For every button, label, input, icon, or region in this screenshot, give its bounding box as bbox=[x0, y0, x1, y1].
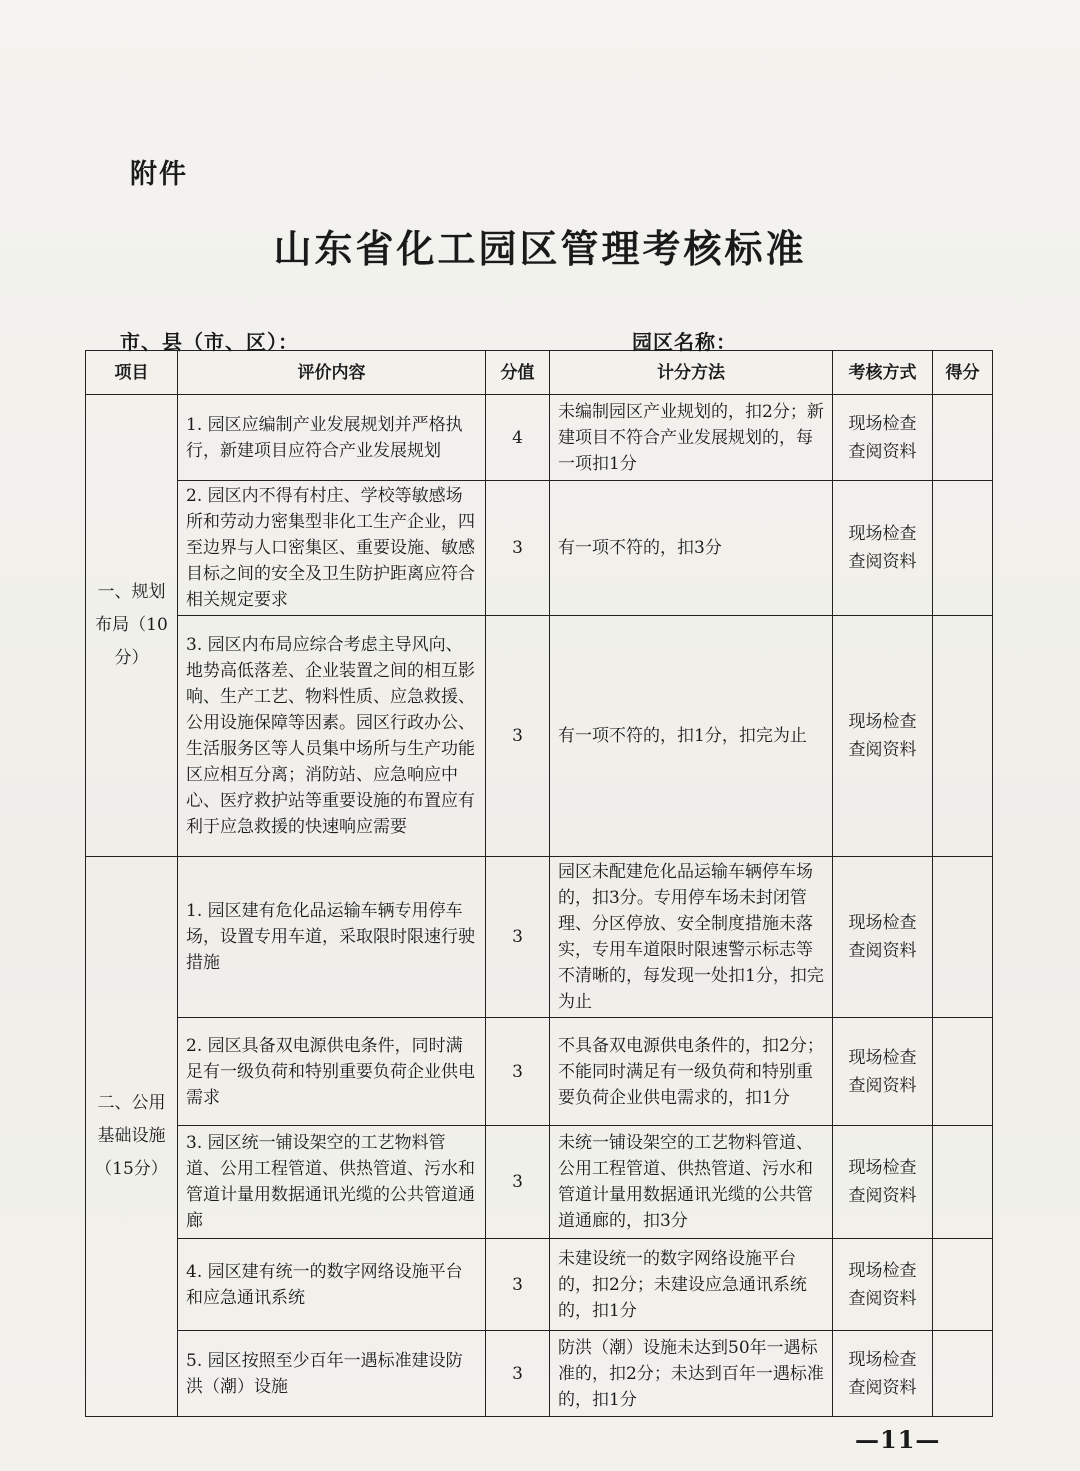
score-cell: 3 bbox=[486, 1331, 550, 1417]
table-row bbox=[86, 1331, 993, 1417]
content-cell: 3. 园区统一铺设架空的工艺物料管道、公用工程管道、供热管道、污水和管道计量用数据通讯光缆的公共管道通廊 bbox=[178, 1126, 486, 1239]
score-cell: 3 bbox=[486, 857, 550, 1018]
score-cell: 3 bbox=[486, 1239, 550, 1331]
content-cell: 2. 园区内不得有村庄、学校等敏感场所和劳动力密集型非化工生产企业，四至边界与人口密集区、重要设施、敏感目标之间的安全及卫生防护距离应符合相关规定要求 bbox=[178, 481, 486, 616]
method-cell: 现场检查查阅资料 bbox=[833, 481, 933, 616]
method-cell: 现场检查查阅资料 bbox=[833, 395, 933, 481]
result-cell bbox=[933, 481, 993, 616]
calc-cell: 未统一铺设架空的工艺物料管道、公用工程管道、供热管道、污水和管道计量用数据通讯光缆的公共管道通廊的，扣3分 bbox=[550, 1126, 833, 1239]
result-cell bbox=[933, 857, 993, 1018]
project-cell: 二、公用基础设施（15分） bbox=[86, 857, 178, 1417]
calc-cell: 未建设统一的数字网络设施平台的，扣2分；未建设应急通讯系统的，扣1分 bbox=[550, 1239, 833, 1331]
header-content: 评价内容 bbox=[178, 351, 486, 395]
page-number: —11— bbox=[855, 1425, 941, 1454]
header-result: 得分 bbox=[933, 351, 993, 395]
content-cell: 2. 园区具备双电源供电条件，同时满足有一级负荷和特别重要负荷企业供电需求 bbox=[178, 1018, 486, 1126]
score-cell: 3 bbox=[486, 481, 550, 616]
calc-cell: 园区未配建危化品运输车辆停车场的，扣3分。专用停车场未封闭管理、分区停放、安全制度措施未落实，专用车道限时限速警示标志等不清晰的，每发现一处扣1分，扣完为止 bbox=[550, 857, 833, 1018]
method-cell: 现场检查查阅资料 bbox=[833, 616, 933, 857]
table-header-row bbox=[86, 351, 993, 395]
calc-cell: 防洪（潮）设施未达到50年一遇标准的，扣2分；未达到百年一遇标准的，扣1分 bbox=[550, 1331, 833, 1417]
method-cell: 现场检查查阅资料 bbox=[833, 857, 933, 1018]
header-calc-method: 计分方法 bbox=[550, 351, 833, 395]
table-row bbox=[86, 616, 993, 857]
method-cell: 现场检查查阅资料 bbox=[833, 1239, 933, 1331]
table-row bbox=[86, 1126, 993, 1239]
city-county-label: 市、县（市、区）： bbox=[120, 330, 299, 354]
header-assessment-method: 考核方式 bbox=[833, 351, 933, 395]
score-cell: 3 bbox=[486, 1018, 550, 1126]
header-project: 项目 bbox=[86, 351, 178, 395]
park-name-label: 园区名称： bbox=[632, 330, 737, 354]
table-row bbox=[86, 481, 993, 616]
method-cell: 现场检查查阅资料 bbox=[833, 1018, 933, 1126]
table-row bbox=[86, 1018, 993, 1126]
content-cell: 1. 园区应编制产业发展规划并严格执行，新建项目应符合产业发展规划 bbox=[178, 395, 486, 481]
result-cell bbox=[933, 1239, 993, 1331]
score-cell: 4 bbox=[486, 395, 550, 481]
assessment-table bbox=[85, 350, 993, 1417]
result-cell bbox=[933, 616, 993, 857]
result-cell bbox=[933, 395, 993, 481]
page-title: 山东省化工园区管理考核标准 bbox=[273, 226, 807, 271]
score-cell: 3 bbox=[486, 1126, 550, 1239]
result-cell bbox=[933, 1331, 993, 1417]
calc-cell: 不具备双电源供电条件的，扣2分；不能同时满足有一级负荷和特别重要负荷企业供电需求的，扣1分 bbox=[550, 1018, 833, 1126]
result-cell bbox=[933, 1126, 993, 1239]
calc-cell: 有一项不符的，扣3分 bbox=[550, 481, 833, 616]
content-cell: 5. 园区按照至少百年一遇标准建设防洪（潮）设施 bbox=[178, 1331, 486, 1417]
header-score: 分值 bbox=[486, 351, 550, 395]
result-cell bbox=[933, 1018, 993, 1126]
table-row bbox=[86, 857, 993, 1018]
table-row bbox=[86, 395, 993, 481]
calc-cell: 未编制园区产业规划的，扣2分；新建项目不符合产业发展规划的，每一项扣1分 bbox=[550, 395, 833, 481]
method-cell: 现场检查查阅资料 bbox=[833, 1331, 933, 1417]
project-cell: 一、规划布局（10分） bbox=[86, 395, 178, 857]
content-cell: 4. 园区建有统一的数字网络设施平台和应急通讯系统 bbox=[178, 1239, 486, 1331]
content-cell: 3. 园区内布局应综合考虑主导风向、地势高低落差、企业装置之间的相互影响、生产工艺、物料性质、应急救援、公用设施保障等因素。园区行政办公、生活服务区等人员集中场所与生产功能区应相互分离；消防站、应急响应中心、医疗救护站等重要设施的布置应有利于应急救援的快速响应需要 bbox=[178, 616, 486, 857]
attachment-label: 附件 bbox=[130, 159, 188, 190]
calc-cell: 有一项不符的，扣1分，扣完为止 bbox=[550, 616, 833, 857]
table-row bbox=[86, 1239, 993, 1331]
score-cell: 3 bbox=[486, 616, 550, 857]
method-cell: 现场检查查阅资料 bbox=[833, 1126, 933, 1239]
content-cell: 1. 园区建有危化品运输车辆专用停车场，设置专用车道，采取限时限速行驶措施 bbox=[178, 857, 486, 1018]
